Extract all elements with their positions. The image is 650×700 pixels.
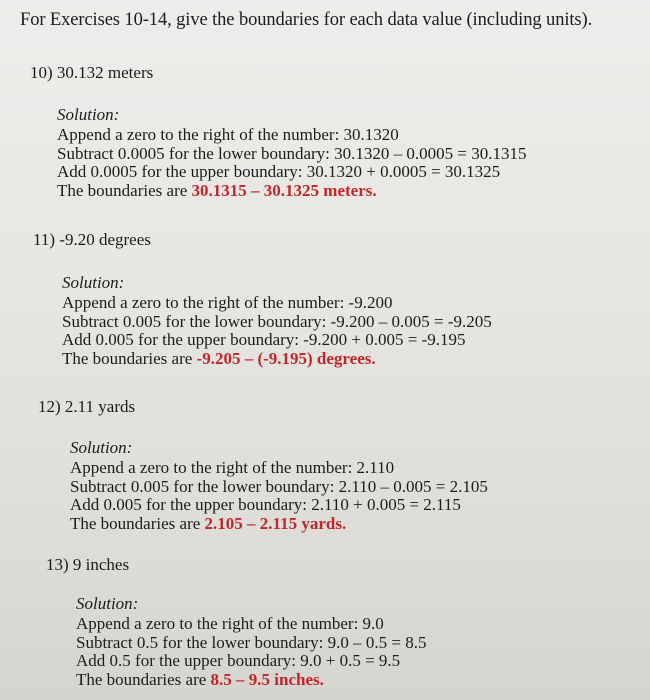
result-answer: -9.205 – (-9.195) degrees. (196, 348, 376, 368)
append-step: Append a zero to the right of the number: 2.110 (70, 458, 395, 477)
append-step: Append a zero to the right of the number: 9.0 (76, 614, 384, 633)
boundaries-result (62, 350, 492, 369)
result-prefix: The boundaries are (70, 513, 205, 533)
append-step: Append a zero to the right of the number: 30.1320 (57, 125, 399, 144)
boundaries-result (57, 182, 526, 201)
lower-boundary-step: Subtract 0.005 for the lower boundary: -9.200 – 0.005 = -9.205 (62, 311, 492, 331)
upper-boundary-step: Add 0.005 for the upper boundary: -9.200 + 0.005 = -9.195 (62, 330, 466, 349)
instructions-heading: For Exercises 10-14, give the boundaries for each data value (including units). (20, 10, 593, 30)
lower-boundary-step: Subtract 0.5 for the lower boundary: 9.0 – 0.5 = 8.5 (76, 632, 427, 652)
result-prefix: The boundaries are (76, 669, 211, 689)
exercise-11-solution (62, 271, 492, 368)
exercise-11-title: 11) -9.20 degrees (33, 230, 151, 249)
lower-boundary-step: Subtract 0.0005 for the lower boundary: 30.1320 – 0.0005 = 30.1315 (57, 143, 527, 163)
lower-boundary-step: Subtract 0.005 for the lower boundary: 2.110 – 0.005 = 2.105 (70, 476, 488, 496)
exercise-12-title: 12) 2.11 yards (38, 397, 136, 416)
boundaries-result (76, 671, 426, 690)
exercise-13-title: 13) 9 inches (46, 555, 130, 574)
exercise-13-solution (76, 592, 426, 689)
solution-label: Solution: (76, 594, 139, 613)
exercise-10-title: 10) 30.132 meters (30, 63, 154, 82)
result-answer: 8.5 – 9.5 inches. (210, 669, 324, 689)
result-answer: 2.105 – 2.115 yards. (204, 513, 347, 533)
exercise-10-solution (57, 103, 526, 200)
append-step: Append a zero to the right of the number: -9.200 (62, 293, 393, 312)
upper-boundary-step: Add 0.0005 for the upper boundary: 30.1320 + 0.0005 = 30.1325 (57, 162, 501, 181)
exercise-12-solution (70, 436, 488, 533)
result-prefix: The boundaries are (62, 348, 197, 368)
solution-label: Solution: (57, 105, 120, 124)
solution-label: Solution: (62, 273, 125, 292)
upper-boundary-step: Add 0.5 for the upper boundary: 9.0 + 0.5 = 9.5 (76, 651, 401, 670)
solution-label: Solution: (70, 438, 133, 457)
upper-boundary-step: Add 0.005 for the upper boundary: 2.110 + 0.005 = 2.115 (70, 495, 461, 514)
result-answer: 30.1315 – 30.1325 meters. (191, 180, 377, 200)
result-prefix: The boundaries are (57, 180, 192, 200)
boundaries-result (70, 515, 488, 534)
